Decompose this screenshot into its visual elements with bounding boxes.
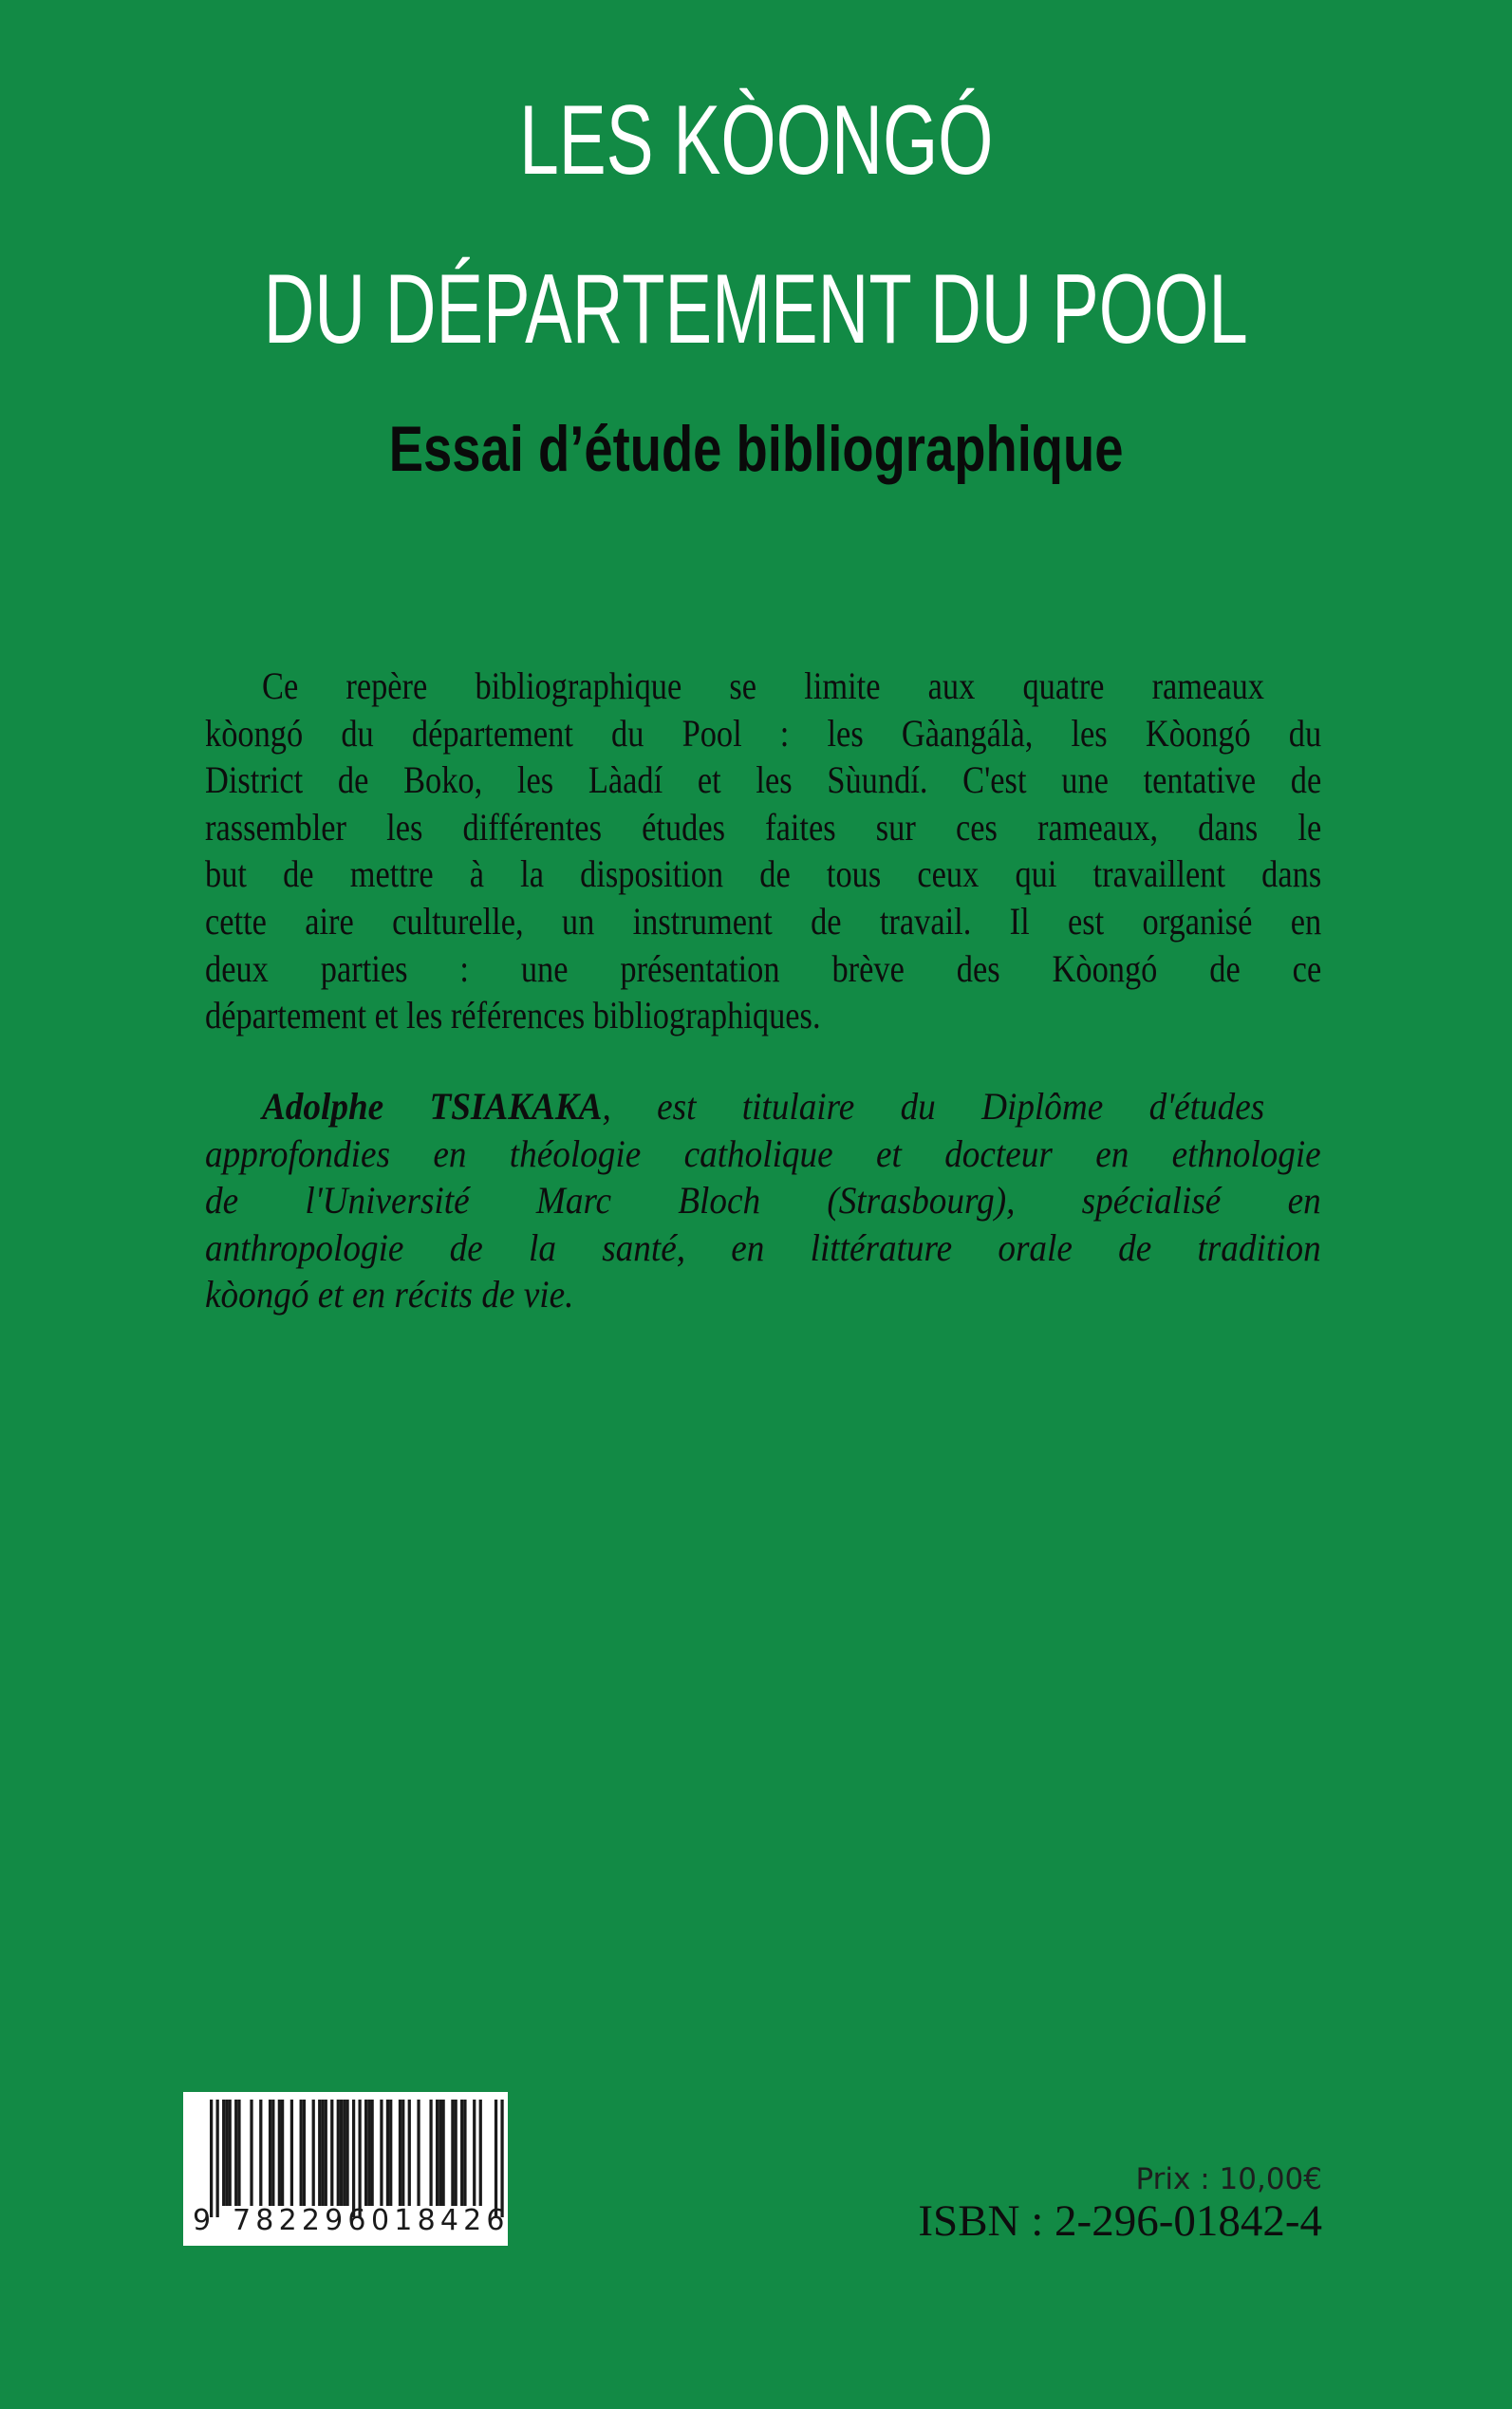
description-line xyxy=(205,804,1321,851)
author-bio-line-text: anthropologie de la santé, en littérature orale de tradition xyxy=(205,1225,1321,1269)
barcode-right-group: 018426 xyxy=(371,2204,510,2237)
description-line xyxy=(205,663,1321,710)
book-title-line-2-text: DU DÉPARTEMENT DU POOL xyxy=(263,254,1249,364)
barcode-first-digit: 9 xyxy=(193,2204,212,2237)
description-line xyxy=(205,992,1321,1039)
book-subtitle-text: Essai d’étude bibliographique xyxy=(388,413,1124,485)
description-line-text: rassembler les différentes études faites sur ces rameaux, dans le xyxy=(205,805,1322,849)
book-title-line-1-text: LES KÒONGÓ xyxy=(518,85,994,196)
book-title-line-2 xyxy=(0,252,1512,366)
description-line xyxy=(205,945,1321,993)
author-bio-line-text: de l'Université Marc Bloch (Strasbourg), spécialisé en xyxy=(205,1179,1321,1223)
author-bio-line xyxy=(205,1130,1321,1178)
description-paragraph xyxy=(205,663,1321,1039)
book-title-line-1 xyxy=(0,84,1512,197)
author-bio-line xyxy=(205,1271,1321,1318)
description-line xyxy=(205,850,1321,898)
description-line xyxy=(205,756,1321,804)
author-bio-line-text xyxy=(262,1083,1264,1130)
author-bio-first-line-rest: , est titulaire du Diplôme d'études xyxy=(602,1085,1265,1128)
description-line-text: cette aire culturelle, un instrument de travail. Il est organisé en xyxy=(205,899,1322,943)
description-line-text: département et les références bibliographiques. xyxy=(205,994,821,1037)
description-line-text: District de Boko, les Làadí et les Sùundí. C'est une tentative de xyxy=(205,758,1322,802)
author-bio-line-text: kòongó et en récits de vie. xyxy=(205,1273,574,1317)
author-bio-line xyxy=(205,1083,1321,1130)
isbn-label: ISBN : 2-296-01842-4 xyxy=(918,2196,1322,2246)
book-subtitle xyxy=(0,411,1512,487)
barcode xyxy=(183,2092,508,2246)
description-line xyxy=(205,710,1321,757)
description-line-text: Ce repère bibliographique se limite aux quatre rameaux xyxy=(262,664,1264,707)
author-bio-line xyxy=(205,1224,1321,1272)
description-line-text: kòongó du département du Pool : les Gàangálà, les Kòongó du xyxy=(205,711,1322,755)
author-bio-line xyxy=(205,1177,1321,1224)
barcode-left-group: 782296 xyxy=(233,2204,371,2237)
description-line-text: deux parties : une présentation brève des Kòongó de ce xyxy=(205,946,1322,990)
price-label: Prix : 10,00€ xyxy=(1135,2162,1322,2196)
author-name: Adolphe TSIAKAKA xyxy=(262,1085,603,1128)
author-bio-line-text: approfondies en théologie catholique et docteur en ethnologie xyxy=(205,1131,1321,1175)
author-bio-paragraph xyxy=(205,1083,1321,1318)
description-line xyxy=(205,898,1321,945)
description-line-text: but de mettre à la disposition de tous ceux qui travaillent dans xyxy=(205,852,1322,896)
